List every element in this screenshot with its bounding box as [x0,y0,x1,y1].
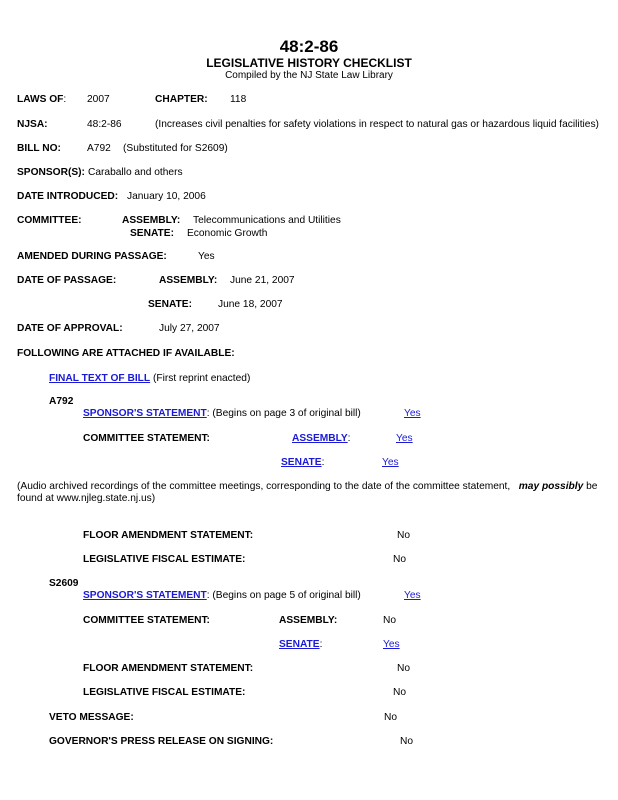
njsa-label: NJSA: [17,119,48,130]
s2609-senate-row: SENATE: [279,639,323,650]
a792-senate-row: SENATE: [281,457,325,468]
committee-senate-label: SENATE: [130,228,174,239]
governor-label: GOVERNOR'S PRESS RELEASE ON SIGNING: [49,736,274,747]
document-number: 48:2-86 [279,37,339,56]
passage-assembly-value: June 21, 2007 [230,275,295,286]
date-introduced-value: January 10, 2006 [127,191,206,202]
sponsors-value: Caraballo and others [88,167,183,178]
s2609-senate-link[interactable]: SENATE [279,639,320,650]
laws-of-value: 2007 [87,94,110,105]
approval-value: July 27, 2007 [159,323,220,334]
a792-fiscal-value: No [393,554,407,565]
chapter-label: CHAPTER: [155,94,208,105]
a792-senate-link[interactable]: SENATE [281,457,322,468]
committee-senate-value: Economic Growth [187,228,268,239]
njsa-value: 48:2-86 [87,119,122,130]
a792-floor-label: FLOOR AMENDMENT STATEMENT: [83,530,254,541]
final-text-link[interactable]: FINAL TEXT OF BILL [49,373,151,384]
s2609-committee-label: COMMITTEE STATEMENT: [83,615,210,626]
s2609-floor-label: FLOOR AMENDMENT STATEMENT: [83,663,254,674]
approval-label: DATE OF APPROVAL: [17,323,123,334]
passage-assembly-label: ASSEMBLY: [159,275,218,286]
amended-value: Yes [198,251,215,262]
audio-note-line1: (Audio archived recordings of the committee meetings, corresponding to the date of the committee statement, may possibly be [17,481,598,492]
chapter-value: 118 [230,94,247,105]
s2609-heading: S2609 [49,578,79,589]
sponsors-label: SPONSOR(S): [17,167,85,178]
final-text-note: (First reprint enacted) [150,373,251,384]
committee-assembly-label: ASSEMBLY: [122,215,181,226]
s2609-assembly-value: No [383,615,397,626]
bill-no-value: A792 [87,143,111,154]
governor-value: No [400,736,414,747]
bill-no-note: (Substituted for S2609) [123,143,228,154]
a792-sponsor-yes-link[interactable]: Yes [404,408,421,419]
a792-fiscal-label: LEGISLATIVE FISCAL ESTIMATE: [83,554,246,565]
s2609-floor-value: No [397,663,411,674]
a792-assembly-row: ASSEMBLY: [292,433,351,444]
document-title: LEGISLATIVE HISTORY CHECKLIST [206,56,412,70]
passage-label: DATE OF PASSAGE: [17,275,117,286]
laws-of-label: LAWS OF: [17,94,67,105]
amended-label: AMENDED DURING PASSAGE: [17,251,167,262]
a792-assembly-link[interactable]: ASSEMBLY [292,433,348,444]
committee-assembly-value: Telecommunications and Utilities [193,215,341,226]
njsa-description: (Increases civil penalties for safety violations in respect to natural gas or hazardous liquid facilities) [155,119,599,130]
passage-senate-label: SENATE: [148,299,192,310]
bill-no-label: BILL NO: [17,143,61,154]
a792-sponsor-row: SPONSOR'S STATEMENT: (Begins on page 3 of original bill) [83,408,361,419]
s2609-senate-yes-link[interactable]: Yes [383,639,400,650]
a792-heading: A792 [49,396,74,407]
s2609-fiscal-label: LEGISLATIVE FISCAL ESTIMATE: [83,687,246,698]
passage-senate-value: June 18, 2007 [218,299,283,310]
s2609-assembly-label: ASSEMBLY: [279,615,338,626]
attached-heading: FOLLOWING ARE ATTACHED IF AVAILABLE: [17,348,235,359]
audio-note-line2: found at www.njleg.state.nj.us) [17,493,156,504]
s2609-sponsor-yes-link[interactable]: Yes [404,590,421,601]
s2609-sponsor-row: SPONSOR'S STATEMENT: (Begins on page 5 of original bill) [83,590,361,601]
a792-committee-label: COMMITTEE STATEMENT: [83,433,210,444]
compiled-by: Compiled by the NJ State Law Library [225,70,393,81]
a792-senate-yes-link[interactable]: Yes [382,457,399,468]
s2609-fiscal-value: No [393,687,407,698]
committee-label: COMMITTEE: [17,215,82,226]
a792-sponsor-statement-link[interactable]: SPONSOR'S STATEMENT [83,408,207,419]
a792-assembly-yes-link[interactable]: Yes [396,433,413,444]
veto-label: VETO MESSAGE: [49,712,134,723]
s2609-sponsor-statement-link[interactable]: SPONSOR'S STATEMENT [83,590,207,601]
veto-value: No [384,712,398,723]
a792-floor-value: No [397,530,411,541]
date-introduced-label: DATE INTRODUCED: [17,191,119,202]
final-text-row [49,374,250,384]
